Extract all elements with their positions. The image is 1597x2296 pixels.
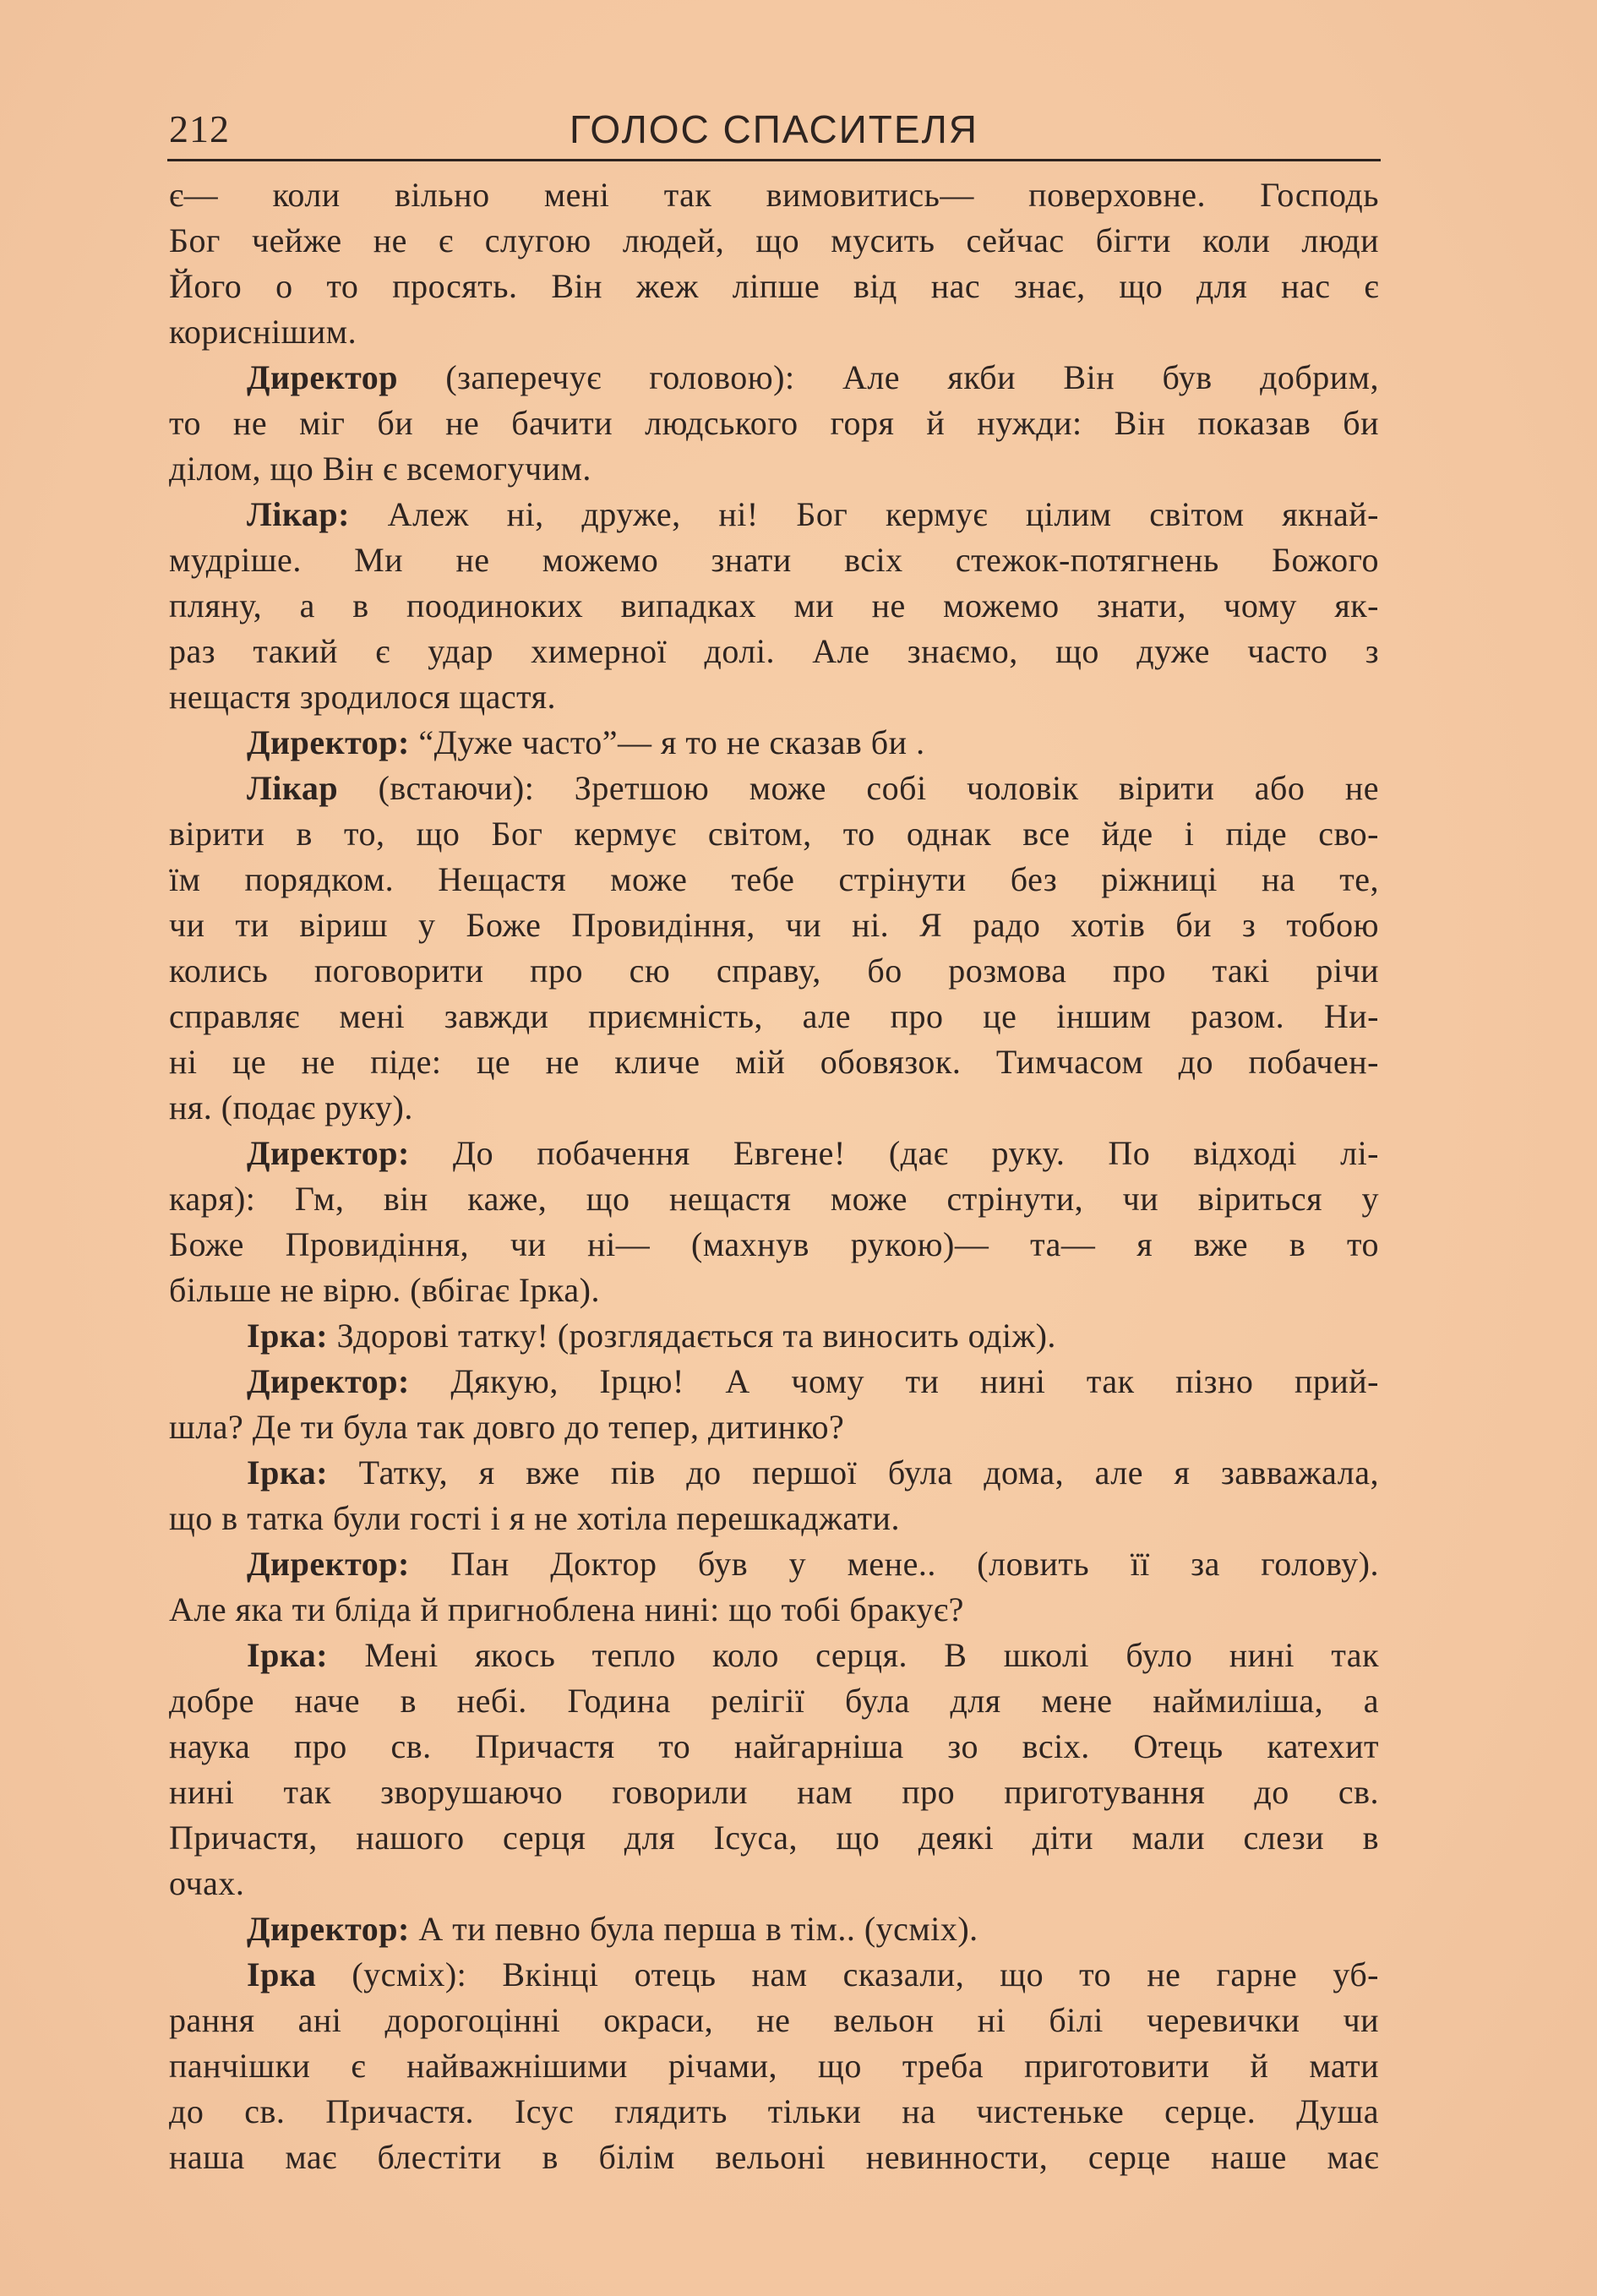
text-line [169,218,1379,264]
line-text: очах. [169,1864,245,1902]
line-text: раз такий є удар химерної долі. Але знаємо, що дуже часто з [169,632,1379,670]
text-line [169,1815,1379,1861]
text-line [169,1313,1379,1359]
text-line [169,1633,1379,1678]
line-text: чи ти віриш у Боже Провидіння, чи ні. Я радо хотів би з тобою [169,906,1379,944]
speaker-name: Директор: [247,1545,410,1583]
text-line [169,264,1379,309]
line-text: добре наче в небі. Година релігії була для мене наймиліша, а [169,1682,1379,1720]
line-text: ня. (подає руку). [169,1088,413,1126]
line-text: що в татка були гості і я не хотіла перешкаджати. [169,1499,900,1537]
speaker-name: Лікар [247,769,339,807]
line-text: мудріше. Ми не можемо знати всіх стежок-потягнень Божого [169,541,1379,579]
text-line [169,401,1379,446]
line-text: наша має блестіти в білім вельоні невинности, серце наше має [169,2138,1379,2176]
text-line [169,2135,1379,2180]
text-line [169,1496,1379,1541]
text-line [169,1952,1379,1998]
line-text: нині так зворушаючо говорили нам про приготування до св. [169,1773,1379,1811]
line-text: Боже Провидіння, чи ні— (махнув рукою)— та— я вже в то [169,1225,1379,1263]
speaker-name: Директор: [247,1362,410,1400]
header-rule [167,159,1381,161]
text-line [169,2043,1379,2089]
speaker-name: Директор: [247,1910,410,1948]
text-line [169,1222,1379,1268]
text-line [169,1359,1379,1404]
page-header [169,100,1379,159]
line-text: каря): Гм, він каже, що нещастя може стрінути, чи віриться у [169,1180,1379,1218]
text-line [169,1268,1379,1313]
text-line [169,1861,1379,1906]
line-text: ні це не піде: це не кличе мій обовязок. Тимчасом до побачен- [169,1043,1379,1081]
text-line [169,1724,1379,1770]
line-text: До побачення Евгене! (дає руку. По відході лі- [409,1134,1379,1172]
line-text: шла? Де ти була так довго до тепер, дитинко? [169,1408,845,1446]
line-text: рання ані дорогоцінні окраси, не вельон ні білі черевички чи [169,2001,1379,2039]
text-line [169,537,1379,583]
speaker-name: Ірка: [247,1317,329,1355]
speaker-name: Лікар: [247,495,350,533]
text-line [169,857,1379,903]
line-text: панчішки є найважнішими річами, що треба приготовити й мати [169,2047,1379,2085]
text-line [169,309,1379,355]
text-line [169,948,1379,994]
text-line [169,1587,1379,1633]
speaker-name: Ірка [247,1955,317,1993]
running-title: ГОЛОС СПАСИТЕЛЯ [570,107,978,151]
line-text: наука про св. Причастя то найгарніша зо всіх. Отець катехит [169,1727,1379,1765]
text-line [169,1039,1379,1085]
line-text: справляє мені завжди приємність, але про це іншим разом. Ни- [169,997,1379,1035]
line-text: Причастя, нашого серця для Ісуса, що деякі діти мали слези в [169,1819,1379,1857]
line-text: колись поговорити про сю справу, бо розмова про такі річи [169,952,1379,990]
line-text: Його о то просять. Він жеж ліпше від нас знає, що для нас є [169,267,1379,305]
line-text: Дякую, Ірцю! А чому ти нині так пізно прий- [409,1362,1379,1400]
line-text: пляну, а в поодиноких випадках ми не можемо знати, чому як- [169,586,1379,624]
text-line [169,903,1379,948]
line-text: то не міг би не бачити людського горя й нужди: Він показав би [169,404,1379,442]
line-text: Здорові татку! (розглядається та виносить одіж). [328,1317,1056,1355]
text-line [169,766,1379,811]
text-line [169,355,1379,401]
text-line [169,1906,1379,1952]
text-line [169,492,1379,537]
text-line [169,994,1379,1039]
page-number: 212 [169,107,230,150]
text-line [169,172,1379,218]
text-line [169,1131,1379,1176]
line-text: вірити в то, що Бог кермує світом, то однак все йде і піде сво- [169,815,1379,853]
line-text: Бог чейже не є слугою людей, що мусить сейчас бігти коли люди [169,221,1379,259]
text-line [169,583,1379,629]
text-line [169,1450,1379,1496]
text-line [169,1404,1379,1450]
speaker-name: Ірка: [247,1636,329,1674]
text-line [169,1085,1379,1131]
line-text: А ти певно була перша в тім.. (усміх). [409,1910,978,1948]
speaker-name: Директор: [247,723,410,761]
text-line [169,446,1379,492]
line-text: Мені якось тепло коло серця. В школі було нині так [328,1636,1379,1674]
line-text: нещастя зродилося щастя. [169,678,556,716]
line-text: до св. Причастя. Ісус глядить тільки на чистеньке серце. Душа [169,2092,1379,2130]
speaker-name: Ірка: [247,1453,329,1492]
text-line [169,2089,1379,2135]
line-text: Татку, я вже пів до першої була дома, але я завважала, [328,1453,1379,1492]
page-body-text [169,172,1379,2180]
text-line [169,720,1379,766]
line-text: кориснішим. [169,313,357,351]
text-line [169,1998,1379,2043]
line-text: ділом, що Він є всемогучим. [169,450,591,488]
text-line [169,629,1379,674]
line-text: Пан Доктор був у мене.. (ловить її за голову). [409,1545,1379,1583]
text-line [169,1678,1379,1724]
text-line [169,1541,1379,1587]
text-line [169,674,1379,720]
line-text: Але яка ти бліда й пригноблена нині: що тобі бракує? [169,1590,964,1628]
speaker-name: Директор [247,358,398,396]
line-text: Алеж ні, друже, ні! Бог кермує цілим світом якнай- [349,495,1379,533]
text-line [169,1770,1379,1815]
text-line [169,811,1379,857]
line-text: (встаючи): Зретшою може собі чоловік вірити або не [338,769,1379,807]
text-line [169,1176,1379,1222]
line-text: є— коли вільно мені так вимовитись— поверховне. Господь [169,176,1379,214]
line-text: їм порядком. Нещастя може тебе стрінути без ріжниці на те, [169,860,1379,898]
line-text: (заперечує головою): Але якби Він був добрим, [397,358,1379,396]
line-text: більше не вірю. (вбігає Ірка). [169,1271,600,1309]
line-text: “Дуже часто”— я то не сказав би . [409,723,925,761]
speaker-name: Директор: [247,1134,410,1172]
line-text: (усміх): Вкінці отець нам сказали, що то не гарне уб- [316,1955,1379,1993]
